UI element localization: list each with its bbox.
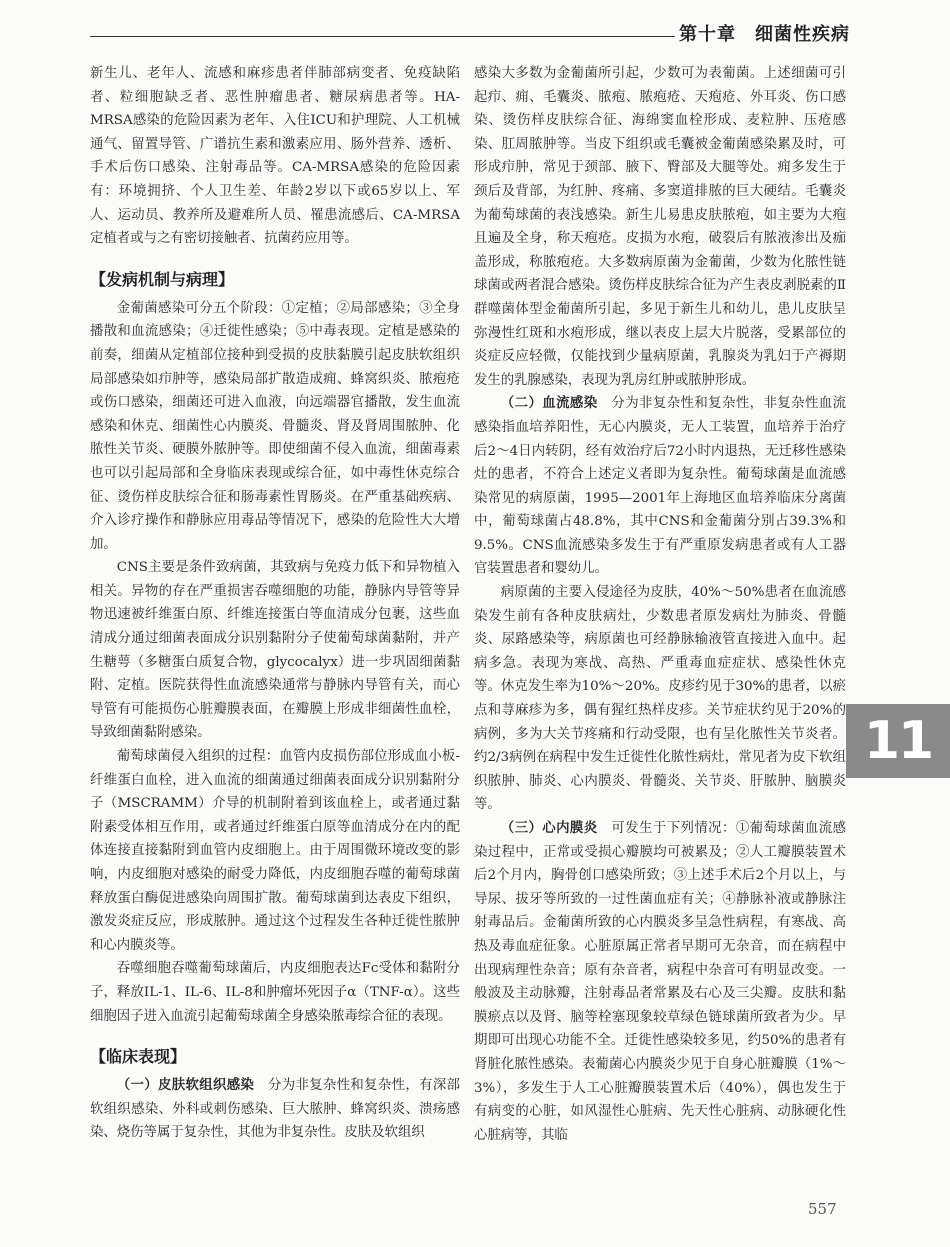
paragraph: 金葡菌感染可分五个阶段：①定植；②局部感染；③全身播散和血流感染；④迁徙性感染；⑤中毒表现。定植是感染的前奏，细菌从定植部位接种到受损的皮肤黏膜引起皮肤软组织局部感染如疖肿等，感染局部扩散造成痈、蜂窝织炎、脓疱疮或伤口感染，细菌还可进入血液，向远端器官播散，发生血流感染和休克、细菌性心内膜炎、骨髓炎、肾及肾周围脓肿、化脓性关节炎、硬膜外脓肿等。即使细菌不侵入血流，细菌毒素也可以引起局部和全身临床表现或综合征，如中毒性休克综合征、烫伤样皮肤综合征和肠毒素性胃肠炎。在严重基础疾病、介入诊疗操作和静脉应用毒品等情况下，感染的危险性大大增加。 [90,300,460,552]
paragraph-text: 分为非复杂性和复杂性，有深部软组织感染、外科或刺伤感染、巨大脓肿、蜂窝织炎、溃疡感染、烧伤等属于复杂性，其他为非复杂性。皮肤及软组织 [90,1078,461,1141]
paragraph: 新生儿、老年人、流感和麻疹患者伴肺部病变者、免疫缺陷者、粒细胞缺乏者、恶性肿瘤患者、糖尿病患者等。HA-MRSA感染的危险因素为老年、入住ICU和护理院、人工机械通气、留置导管、广谱抗生素和激素应用、肠外营养、透析、手术后伤口感染、注射毒品等。CA-MRSA感染的危险因素有：环境拥挤、个人卫生差、年龄2岁以下或65岁以上、军人、运动员、教养所及避难所人员、罹患流感后、CA-MRSA定植者或与之有密切接触者、抗菌药应用等。 [90,66,460,247]
paragraph: CNS主要是条件致病菌，其致病与免疫力低下和异物植入相关。异物的存在严重损害吞噬细胞的功能，静脉内导管等异物迅速被纤维蛋白原、纤维连接蛋白等血清成分包裹，这些血清成分通过细菌表面成分识别黏附分子使葡萄球菌黏附，并产生糖萼（多糖蛋白质复合物，glycocalyx）进一步巩固细菌黏附、定植。医院获得性血流感染通常与静脉内导管有关，而心导管有可能损伤心脏瓣膜表面，在瓣膜上形成非细菌性血栓，导致细菌黏附感染。 [90,560,460,741]
page-number: 557 [808,1200,837,1218]
paragraph: 感染大多数为金葡菌所引起，少数可为表葡菌。上述细菌可引起疖、痈、毛囊炎、脓疱、脓疱疮、天疱疮、外耳炎、伤口感染、烫伤样皮肤综合征、海绵窦血栓形成、麦粒肿、压疮感染、肛周脓肿等。当皮下组织或毛囊被金葡菌感染累及时，可形成疖肿，常见于颈部、腋下、臀部及大腿等处。痈多发生于颈后及背部，为红肿、疼痛、多窦道排脓的巨大硬结。毛囊炎为葡萄球菌的表浅感染。新生儿易患皮肤脓疱，如主要为大疱且遍及全身，称天疱疮。皮损为水疱，破裂后有脓液渗出及痂盖形成，称脓疱疮。大多数病原菌为金葡菌，少数为化脓性链球菌或两者混合感染。烫伤样皮肤综合征为产生表皮剥脱素的Ⅱ群噬菌体型金葡菌所引起，多见于新生儿和幼儿，患儿皮肤呈弥漫性红斑和水疱形成，继以表皮上层大片脱落，受累部位的炎症反应轻微，仅能找到少量病原菌，乳腺炎为乳妇于产褥期发生的乳腺感染，表现为乳房红肿或脓肿形成。 [474,66,846,388]
paragraph-endocarditis [474,817,846,1147]
paragraph-bloodstream-infection [474,392,846,581]
left-column [90,62,460,1145]
paragraph-skin-infection [90,1074,460,1145]
section-heading-pathogenesis: 【发病机制与病理】 [90,269,235,289]
paragraph: 吞噬细胞吞噬葡萄球菌后，内皮细胞表达Fc受体和黏附分子，释放IL-1、IL-6、IL-8和肿瘤坏死因子α（TNF-α）。这些细胞因子进入血流引起葡萄球菌全身感染脓毒综合征的表现。 [90,961,460,1024]
running-header [90,14,850,48]
subsection-title: （一）皮肤软组织感染 [116,1078,255,1094]
header-rule [90,36,675,37]
paragraph-text: 可发生于下列情况：①葡萄球菌血流感染过程中，正常或受损心瓣膜均可被累及；②人工瓣膜装置术后2个月内，胸骨创口感染所致；③上述手术后2个月以上，与导尿、拔牙等所致的一过性菌血症有关；④静脉补液或静脉注射毒品后。金葡菌所致的心内膜炎多呈急性病程，有寒战、高热及毒血症征象。心脏原属正常者早期可无杂音，而在病程中出现病理性杂音；原有杂音者，病程中杂音可有明显改变。一般波及主动脉瓣，注射毒品者常累及右心及三尖瓣。皮肤和黏膜瘀点以及肾、脑等栓塞现象较草绿色链球菌所致者为少。早期即可出现心功能不全。迁徙性感染较多见，约50%的患者有肾脏化脓性感染。表葡菌心内膜炎少见于自身心脏瓣膜（1%～3%），多发生于人工心脏瓣膜装置术后（40%），偶也发生于有病变的心脏，如风湿性心脏病、先天性心脏病、动脉硬化性心脏病等，其临 [474,821,847,1143]
paragraph: 病原菌的主要入侵途径为皮肤，40%～50%患者在血流感染发生前有各种皮肤病灶，少数患者原发病灶为肺炎、骨髓炎、尿路感染等，病原菌也可经静脉输液管直接进入血中。起病多急。表现为寒战、高热、严重毒血症症状、感染性休克等。休克发生率为10%～20%。皮疹约见于30%的患者，以瘀点和荨麻疹为多，偶有猩红热样皮疹。关节症状约见于20%的病例，多为大关节疼痛和行动受限，也有呈化脓性关节炎者。约2/3病例在病程中发生迁徙性化脓性病灶，常见者为皮下软组织脓肿、肺炎、心内膜炎、骨髓炎、关节炎、肝脓肿、脑膜炎等。 [474,585,846,813]
chapter-title: 第十章 细菌性疾病 [679,24,850,45]
subsection-title: （三）心内膜炎 [500,821,598,836]
subsection-title: （二）血流感染 [500,396,598,412]
paragraph: 葡萄球菌侵入组织的过程：血管内皮损伤部位形成血小板-纤维蛋白血栓，进入血流的细菌通过细菌表面成分识别黏附分子（MSCRAMM）介导的机制附着到该血栓上，或者通过黏附素受体相互作用，或者通过纤维蛋白原等血清成分在内的配体连接直接黏附到血管内皮细胞上。由于周围微环境改变的影响，内皮细胞对感染的耐受力降低，内皮细胞吞噬的葡萄球菌释放蛋白酶促进感染向周围扩散。葡萄球菌到达表皮下组织，激发炎症反应，形成脓肿。通过这个过程发生各种迁徙性脓肿和心内膜炎等。 [90,749,460,953]
chapter-thumb-tab: 11 [846,704,950,778]
right-column [474,62,846,1147]
section-heading-clinical: 【临床表现】 [90,1047,187,1067]
paragraph-text: 分为非复杂性和复杂性，非复杂性血流感染指血培养阳性，无心内膜炎，无人工装置，血培养于治疗后2～4日内转阴，经有效治疗后72小时内退热，无迁移性感染灶的患者，不符合上述定义者即为复杂性。葡萄球菌是血流感染常见的病原菌，1995—2001年上海地区血培养临床分离菌中，葡萄球菌占48.8%，其中CNS和金葡菌分别占39.3%和9.5%。CNS血流感染多发生于有严重原发病患者或有人工器官装置患者和婴幼儿。 [474,396,847,577]
